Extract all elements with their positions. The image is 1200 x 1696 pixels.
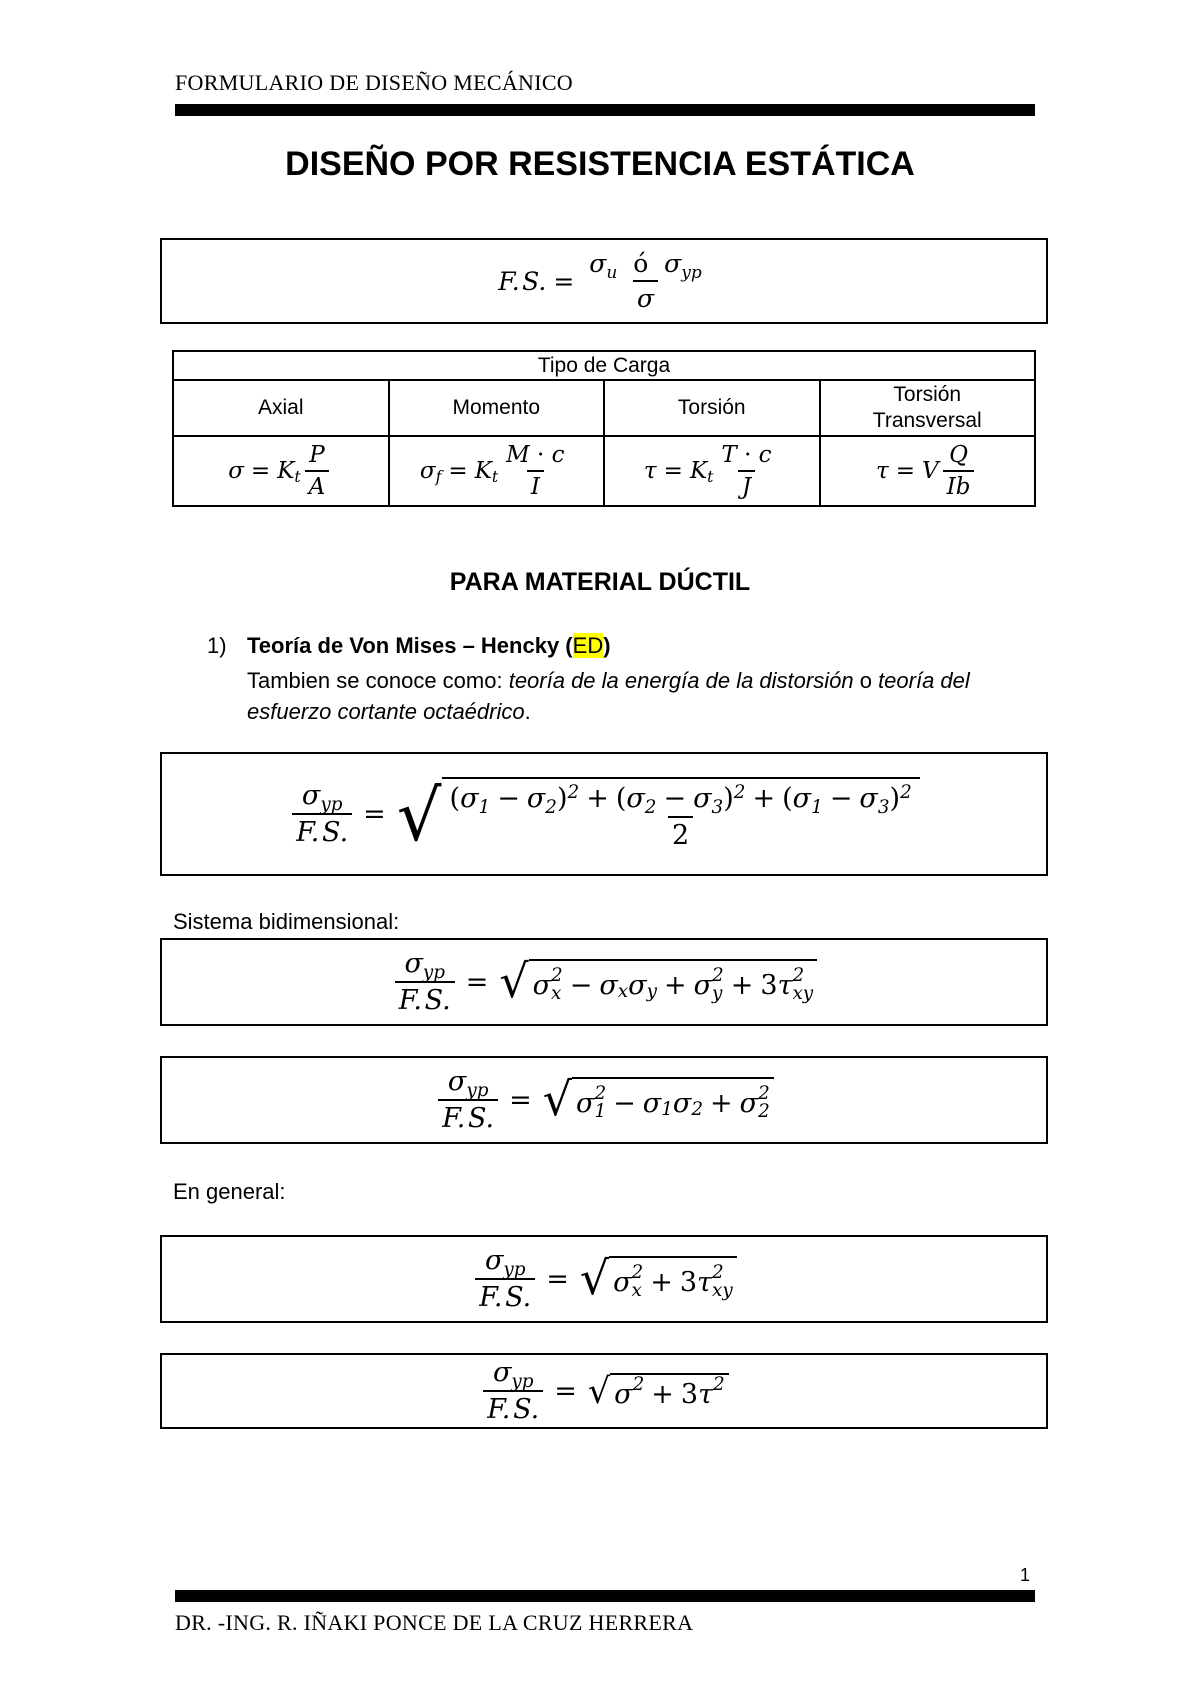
safety-factor-formula: F. S. = $\frac{\sigma_u ó \sigma_{yp}}{\sigma}$: [498, 249, 702, 313]
bidimensional-xy-formula: $\frac{\sigma_{yp}}{F. S.}$ = √ σ 2 x − σ x σ y + σ 2 y + 3 τ 2 xy: [391, 948, 817, 1016]
theory-heading: [207, 633, 611, 659]
general-xy-box: [160, 1235, 1048, 1323]
formula-momento: σ f = K t $\frac{M \cdot c}{I}$: [389, 436, 605, 506]
safety-factor-formula-box: [160, 238, 1048, 324]
footer-rule: [175, 1590, 1035, 1602]
bidimensional-principal-formula: $\frac{\sigma_{yp}}{F. S.}$ = √ σ 2 1 − σ 1 σ 2 + σ 2 2: [434, 1066, 774, 1134]
load-table-heading: Tipo de Carga: [173, 351, 1035, 380]
von-mises-3d-box: [160, 752, 1048, 876]
page-footer: DR. -ING. R. IÑAKI PONCE DE LA CRUZ HERRERA: [175, 1610, 694, 1635]
formula-axial: σ = K t $\frac{P}{A}$: [173, 436, 389, 506]
general-xy-formula: $\frac{\sigma_{yp}}{F. S.}$ = √ σ 2 x + 3 τ 2 xy: [471, 1245, 736, 1313]
von-mises-3d-formula: $\frac{\sigma_{yp}}{F. S.}$ = √ $\frac{(\sigma_1 - \sigma_2)^2 + (\sigma_2 - \sigma_3)^2 + (\sigma_1 - \sigma_3)^2}{2}$: [288, 777, 920, 851]
label-general: En general:: [173, 1179, 286, 1204]
column-momento: Momento: [389, 380, 605, 436]
desc-italic-1: teoría de la energía de la distorsión: [508, 668, 854, 693]
formula-torsion-transversal: τ = V $\frac{Q}{Ib}$: [820, 436, 1036, 506]
theory-number: 1): [207, 633, 227, 658]
theory-name: Teoría de Von Mises – Hencky (: [247, 633, 573, 658]
desc-mid: o: [853, 668, 879, 693]
general-simple-formula: $\frac{\sigma_{yp}}{F. S.}$ = √ σ 2 + 3 τ 2: [479, 1357, 728, 1425]
load-type-table: [172, 350, 1036, 507]
bidimensional-principal-box: [160, 1056, 1048, 1144]
col4-line1: Torsión: [893, 383, 962, 406]
bidimensional-xy-box: [160, 938, 1048, 1026]
header-rule: [175, 104, 1035, 116]
desc-end: .: [524, 699, 531, 724]
column-axial: Axial: [173, 380, 389, 436]
formula-torsion: τ = K t $\frac{T \cdot c}{J}$: [604, 436, 820, 506]
section-title: PARA MATERIAL DÚCTIL: [449, 568, 751, 596]
column-torsion: Torsión: [604, 380, 820, 436]
theory-close: ): [603, 633, 611, 658]
page-title: DISEÑO POR RESISTENCIA ESTÁTICA: [285, 145, 915, 183]
desc-prefix: Tambien se conoce como:: [247, 668, 509, 693]
page-header: FORMULARIO DE DISEÑO MECÁNICO: [175, 70, 573, 95]
page-number: 1: [1020, 1565, 1031, 1585]
column-torsion-transversal: [820, 380, 1036, 436]
desc-italic-2: teoría del esfuerzo cortante octaédrico: [247, 668, 970, 724]
general-simple-box: [160, 1353, 1048, 1429]
col4-line2: Transversal: [872, 409, 982, 432]
theory-description: [247, 665, 1047, 727]
label-bidimensional: Sistema bidimensional:: [173, 909, 400, 934]
theory-abbr-highlight: ED: [572, 633, 604, 658]
